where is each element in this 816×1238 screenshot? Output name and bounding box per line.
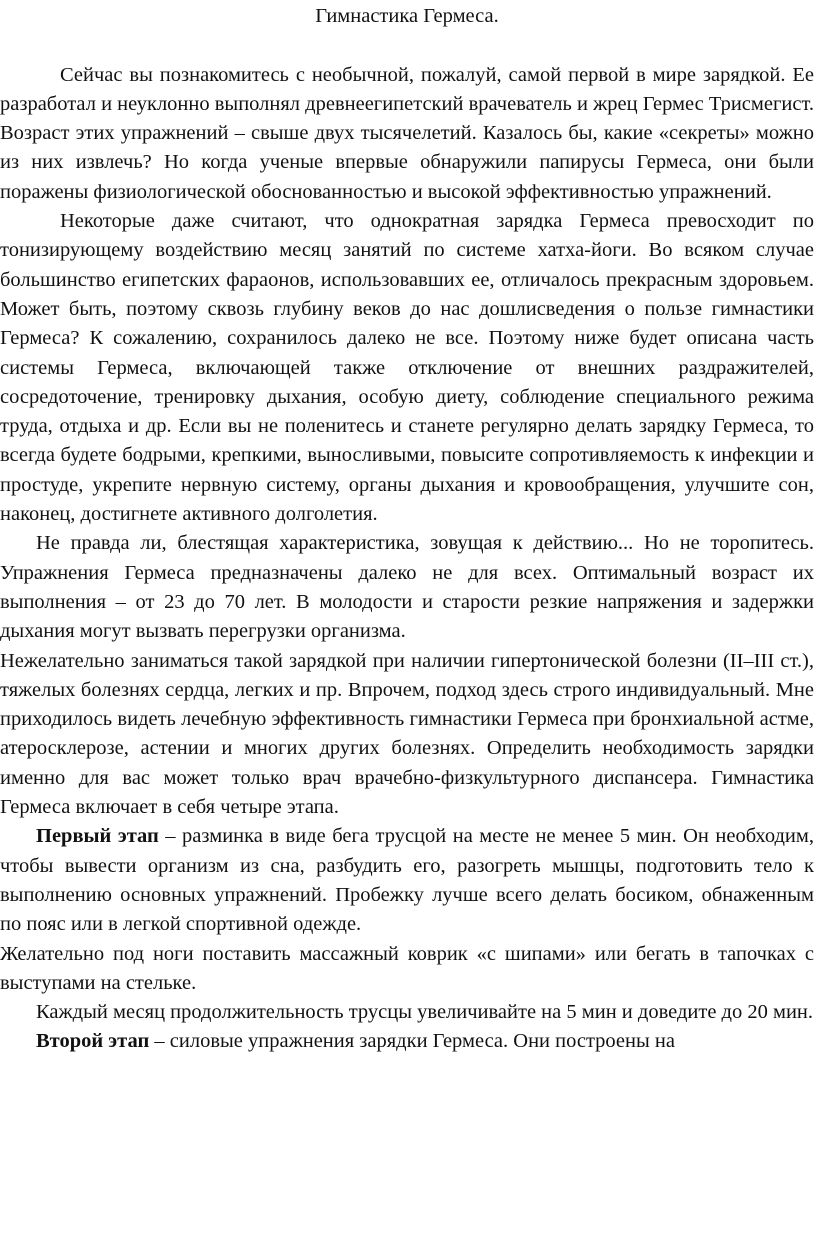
paragraph-intro: Сейчас вы познакомитесь с необычной, пожалуй, самой первой в мире зарядкой. Ее разработал и неуклонно выполнял древнеегипетский врачеватель и жрец Гермес Трисмегист. Возраст этих упражнений – свыше двух тысячелетий. Казалось бы, какие «секреты» можно из них извлечь? Но когда ученые впервые обнаружили папирусы Гермеса, они были поражены физиологической обоснованностью и высокой эффективностью упражнений.: [0, 63, 814, 203]
paragraph-massage-mat: Желательно под ноги поставить массажный коврик «с шипами» или бегать в тапочках с выступами на стельке.: [0, 942, 814, 994]
paragraph-caution: Не правда ли, блестящая характеристика, зовущая к действию... Но не торопитесь. Упражнения Гермеса предназначены далеко не для всех. Оптимальный возраст их выполнения – от 23 до 70 лет. В молодости и старости резкие напряжения и задержки дыхания могут вызвать перегрузки организма.: [0, 532, 814, 643]
paragraph-benefits: Некоторые даже считают, что однократная зарядка Гермеса превосходит по тонизирующему воздействию месяц занятий по системе хатха-йоги. Во всяком случае большинство египетских фараонов, использовавших ее, отличалось прекрасным здоровьем. Может быть, поэтому сквозь глубину веков до нас дошлисведения о пользе гимнастики Гермеса? К сожалению, сохранилось далеко не все. Поэтому ниже будет описана часть системы Гермеса, включающей также отключение от внешних раздражителей, сосредоточение, тренировку дыхания, особую диету, соблюдение специального режима труда, отдыха и др. Если вы не поленитесь и станете регулярно делать зарядку Гермеса, то всегда будете бодрыми, крепкими, выносливыми, повысите сопротивляемость к инфекции и простуде, укрепите нервную систему, органы дыхания и кровообращения, улучшите сон, наконец, достигнете активного долголетия.: [0, 210, 814, 526]
stage-two-text: – силовые упражнения зарядки Гермеса. Они построены на: [149, 1030, 675, 1053]
stage-one-heading: Первый этап: [36, 825, 159, 848]
paragraph-stage-two: [0, 1027, 814, 1056]
paragraph-duration: Каждый месяц продолжительность трусцы увеличивайте на 5 мин и доведите до 20 мин.: [36, 1001, 814, 1024]
stage-two-heading: Второй этап: [36, 1030, 150, 1053]
paragraph-contraindications: Нежелательно заниматься такой зарядкой при наличии гипертонической болезни (II–III ст.), тяжелых болезнях сердца, легких и пр. Впрочем, подход здесь строго индивидуальный. Мне приходилось видеть лечебную эффективность гимнастики Гермеса при бронхиальной астме, атеросклерозе, астении и многих других болезнях. Определить необходимость зарядки именно для вас может только врач врачебно-физкультурного диспансера. Гимнастика Гермеса включает в себя четыре этапа.: [0, 649, 814, 819]
blank-line: [0, 31, 814, 60]
paragraph-stage-one: [0, 822, 814, 939]
document-title: Гимнастика Гермеса.: [315, 5, 499, 27]
stage-one-text: – разминка в виде бега трусцой на месте не менее 5 мин. Он необходим, чтобы вывести организм из сна, разбудить его, разогреть мышцы, подготовить тело к выполнению основных упражнений. Пробежку лучше всего делать босиком, обнаженным по пояс или в легкой спортивной одежде.: [0, 825, 814, 936]
